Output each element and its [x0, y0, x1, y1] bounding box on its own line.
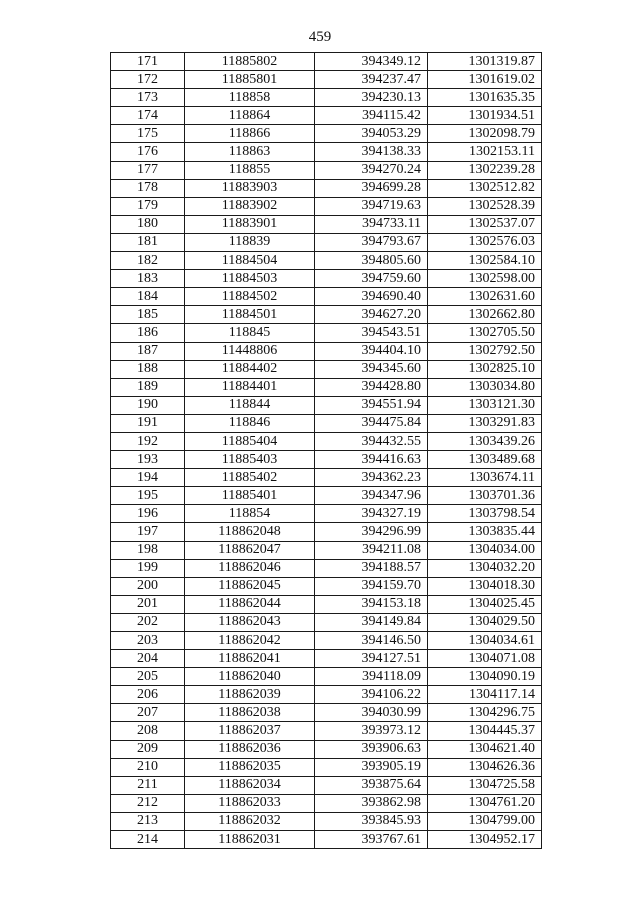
x-coordinate-cell: 394345.60 — [315, 360, 428, 378]
row-number-cell: 174 — [111, 107, 185, 125]
row-number-cell: 190 — [111, 396, 185, 414]
table-row — [111, 125, 542, 143]
y-coordinate-cell: 1302239.28 — [428, 161, 542, 179]
x-coordinate-cell: 394428.80 — [315, 378, 428, 396]
table-row — [111, 632, 542, 650]
row-number-cell: 183 — [111, 270, 185, 288]
point-id-cell: 118845 — [185, 324, 315, 342]
row-number-cell: 193 — [111, 451, 185, 469]
point-id-cell: 11884402 — [185, 360, 315, 378]
x-coordinate-cell: 394106.22 — [315, 686, 428, 704]
row-number-cell: 205 — [111, 668, 185, 686]
row-number-cell: 206 — [111, 686, 185, 704]
x-coordinate-cell: 394230.13 — [315, 89, 428, 107]
y-coordinate-cell: 1304032.20 — [428, 559, 542, 577]
y-coordinate-cell: 1301934.51 — [428, 107, 542, 125]
y-coordinate-cell: 1302512.82 — [428, 179, 542, 197]
row-number-cell: 212 — [111, 794, 185, 812]
x-coordinate-cell: 393905.19 — [315, 758, 428, 776]
row-number-cell: 202 — [111, 613, 185, 631]
x-coordinate-cell: 394347.96 — [315, 487, 428, 505]
y-coordinate-cell: 1303674.11 — [428, 469, 542, 487]
point-id-cell: 118862031 — [185, 831, 315, 849]
table-row — [111, 541, 542, 559]
table-row — [111, 812, 542, 830]
row-number-cell: 194 — [111, 469, 185, 487]
table-row — [111, 487, 542, 505]
y-coordinate-cell: 1302792.50 — [428, 342, 542, 360]
x-coordinate-cell: 394127.51 — [315, 650, 428, 668]
point-id-cell: 118862042 — [185, 632, 315, 650]
x-coordinate-cell: 394719.63 — [315, 197, 428, 215]
x-coordinate-cell: 393973.12 — [315, 722, 428, 740]
y-coordinate-cell: 1304621.40 — [428, 740, 542, 758]
table-row — [111, 432, 542, 450]
point-id-cell: 11885401 — [185, 487, 315, 505]
y-coordinate-cell: 1303489.68 — [428, 451, 542, 469]
y-coordinate-cell: 1304117.14 — [428, 686, 542, 704]
y-coordinate-cell: 1301635.35 — [428, 89, 542, 107]
point-id-cell: 11884501 — [185, 306, 315, 324]
x-coordinate-cell: 394475.84 — [315, 414, 428, 432]
table-row — [111, 179, 542, 197]
y-coordinate-cell: 1304445.37 — [428, 722, 542, 740]
y-coordinate-cell: 1304761.20 — [428, 794, 542, 812]
row-number-cell: 185 — [111, 306, 185, 324]
point-id-cell: 118846 — [185, 414, 315, 432]
table-row — [111, 613, 542, 631]
row-number-cell: 173 — [111, 89, 185, 107]
table-row — [111, 270, 542, 288]
y-coordinate-cell: 1304952.17 — [428, 831, 542, 849]
point-id-cell: 11885801 — [185, 71, 315, 89]
y-coordinate-cell: 1304025.45 — [428, 595, 542, 613]
row-number-cell: 187 — [111, 342, 185, 360]
point-id-cell: 118855 — [185, 161, 315, 179]
point-id-cell: 118866 — [185, 125, 315, 143]
table-row — [111, 161, 542, 179]
point-id-cell: 11884504 — [185, 252, 315, 270]
row-number-cell: 198 — [111, 541, 185, 559]
y-coordinate-cell: 1303034.80 — [428, 378, 542, 396]
point-id-cell: 11884503 — [185, 270, 315, 288]
x-coordinate-cell: 394733.11 — [315, 215, 428, 233]
x-coordinate-cell: 394153.18 — [315, 595, 428, 613]
point-id-cell: 118862041 — [185, 650, 315, 668]
y-coordinate-cell: 1304296.75 — [428, 704, 542, 722]
row-number-cell: 176 — [111, 143, 185, 161]
y-coordinate-cell: 1303291.83 — [428, 414, 542, 432]
y-coordinate-cell: 1302584.10 — [428, 252, 542, 270]
point-id-cell: 118862037 — [185, 722, 315, 740]
point-id-cell: 118862033 — [185, 794, 315, 812]
y-coordinate-cell: 1302098.79 — [428, 125, 542, 143]
point-id-cell: 118862043 — [185, 613, 315, 631]
table-row — [111, 776, 542, 794]
table-body — [111, 53, 542, 849]
row-number-cell: 177 — [111, 161, 185, 179]
table-row — [111, 143, 542, 161]
table-row — [111, 722, 542, 740]
table-row — [111, 53, 542, 71]
table-row — [111, 107, 542, 125]
row-number-cell: 210 — [111, 758, 185, 776]
table-row — [111, 396, 542, 414]
y-coordinate-cell: 1303701.36 — [428, 487, 542, 505]
row-number-cell: 184 — [111, 288, 185, 306]
table-row — [111, 523, 542, 541]
x-coordinate-cell: 394690.40 — [315, 288, 428, 306]
table-row — [111, 704, 542, 722]
table-row — [111, 794, 542, 812]
point-id-cell: 11885403 — [185, 451, 315, 469]
row-number-cell: 199 — [111, 559, 185, 577]
x-coordinate-cell: 394159.70 — [315, 577, 428, 595]
table-row — [111, 577, 542, 595]
x-coordinate-cell: 394805.60 — [315, 252, 428, 270]
row-number-cell: 204 — [111, 650, 185, 668]
point-id-cell: 11885402 — [185, 469, 315, 487]
coordinates-table — [110, 52, 542, 849]
table-row — [111, 89, 542, 107]
y-coordinate-cell: 1302662.80 — [428, 306, 542, 324]
x-coordinate-cell: 394327.19 — [315, 505, 428, 523]
x-coordinate-cell: 393862.98 — [315, 794, 428, 812]
y-coordinate-cell: 1304071.08 — [428, 650, 542, 668]
point-id-cell: 118862034 — [185, 776, 315, 794]
row-number-cell: 201 — [111, 595, 185, 613]
y-coordinate-cell: 1304018.30 — [428, 577, 542, 595]
table-row — [111, 650, 542, 668]
x-coordinate-cell: 393845.93 — [315, 812, 428, 830]
table-row — [111, 686, 542, 704]
row-number-cell: 214 — [111, 831, 185, 849]
row-number-cell: 200 — [111, 577, 185, 595]
row-number-cell: 189 — [111, 378, 185, 396]
x-coordinate-cell: 393906.63 — [315, 740, 428, 758]
x-coordinate-cell: 394296.99 — [315, 523, 428, 541]
table-row — [111, 758, 542, 776]
row-number-cell: 179 — [111, 197, 185, 215]
table-row — [111, 595, 542, 613]
y-coordinate-cell: 1302825.10 — [428, 360, 542, 378]
row-number-cell: 181 — [111, 233, 185, 251]
row-number-cell: 175 — [111, 125, 185, 143]
x-coordinate-cell: 394188.57 — [315, 559, 428, 577]
point-id-cell: 11885404 — [185, 432, 315, 450]
x-coordinate-cell: 394416.63 — [315, 451, 428, 469]
x-coordinate-cell: 394759.60 — [315, 270, 428, 288]
row-number-cell: 178 — [111, 179, 185, 197]
table-row — [111, 469, 542, 487]
y-coordinate-cell: 1302528.39 — [428, 197, 542, 215]
page-number: 459 — [308, 29, 332, 45]
point-id-cell: 11883902 — [185, 197, 315, 215]
row-number-cell: 211 — [111, 776, 185, 794]
x-coordinate-cell: 394030.99 — [315, 704, 428, 722]
y-coordinate-cell: 1302153.11 — [428, 143, 542, 161]
row-number-cell: 186 — [111, 324, 185, 342]
table-row — [111, 306, 542, 324]
y-coordinate-cell: 1303835.44 — [428, 523, 542, 541]
point-id-cell: 11883903 — [185, 179, 315, 197]
x-coordinate-cell: 394349.12 — [315, 53, 428, 71]
point-id-cell: 118862038 — [185, 704, 315, 722]
table-row — [111, 324, 542, 342]
point-id-cell: 118862035 — [185, 758, 315, 776]
row-number-cell: 195 — [111, 487, 185, 505]
table-row — [111, 252, 542, 270]
x-coordinate-cell: 394211.08 — [315, 541, 428, 559]
y-coordinate-cell: 1304799.00 — [428, 812, 542, 830]
table-row — [111, 197, 542, 215]
point-id-cell: 118858 — [185, 89, 315, 107]
x-coordinate-cell: 394149.84 — [315, 613, 428, 631]
point-id-cell: 118862039 — [185, 686, 315, 704]
x-coordinate-cell: 394627.20 — [315, 306, 428, 324]
x-coordinate-cell: 394270.24 — [315, 161, 428, 179]
x-coordinate-cell: 394404.10 — [315, 342, 428, 360]
table-row — [111, 451, 542, 469]
table-row — [111, 71, 542, 89]
row-number-cell: 209 — [111, 740, 185, 758]
point-id-cell: 118844 — [185, 396, 315, 414]
point-id-cell: 11448806 — [185, 342, 315, 360]
row-number-cell: 196 — [111, 505, 185, 523]
y-coordinate-cell: 1303798.54 — [428, 505, 542, 523]
row-number-cell: 172 — [111, 71, 185, 89]
point-id-cell: 118862045 — [185, 577, 315, 595]
point-id-cell: 118839 — [185, 233, 315, 251]
x-coordinate-cell: 394699.28 — [315, 179, 428, 197]
y-coordinate-cell: 1304725.58 — [428, 776, 542, 794]
point-id-cell: 11884502 — [185, 288, 315, 306]
x-coordinate-cell: 394793.67 — [315, 233, 428, 251]
y-coordinate-cell: 1302537.07 — [428, 215, 542, 233]
point-id-cell: 11883901 — [185, 215, 315, 233]
x-coordinate-cell: 394053.29 — [315, 125, 428, 143]
x-coordinate-cell: 394118.09 — [315, 668, 428, 686]
x-coordinate-cell: 394146.50 — [315, 632, 428, 650]
x-coordinate-cell: 394115.42 — [315, 107, 428, 125]
point-id-cell: 118863 — [185, 143, 315, 161]
row-number-cell: 191 — [111, 414, 185, 432]
table-row — [111, 559, 542, 577]
y-coordinate-cell: 1302576.03 — [428, 233, 542, 251]
point-id-cell: 11885802 — [185, 53, 315, 71]
point-id-cell: 118862036 — [185, 740, 315, 758]
x-coordinate-cell: 394432.55 — [315, 432, 428, 450]
table-row — [111, 233, 542, 251]
table-row — [111, 740, 542, 758]
x-coordinate-cell: 393875.64 — [315, 776, 428, 794]
table-row — [111, 414, 542, 432]
x-coordinate-cell: 394551.94 — [315, 396, 428, 414]
point-id-cell: 118862047 — [185, 541, 315, 559]
y-coordinate-cell: 1304034.61 — [428, 632, 542, 650]
table-row — [111, 505, 542, 523]
row-number-cell: 207 — [111, 704, 185, 722]
table-row — [111, 215, 542, 233]
point-id-cell: 118864 — [185, 107, 315, 125]
y-coordinate-cell: 1303121.30 — [428, 396, 542, 414]
row-number-cell: 192 — [111, 432, 185, 450]
x-coordinate-cell: 394543.51 — [315, 324, 428, 342]
row-number-cell: 180 — [111, 215, 185, 233]
y-coordinate-cell: 1302705.50 — [428, 324, 542, 342]
x-coordinate-cell: 394362.23 — [315, 469, 428, 487]
table-row — [111, 831, 542, 849]
y-coordinate-cell: 1301319.87 — [428, 53, 542, 71]
table-row — [111, 342, 542, 360]
table-row — [111, 288, 542, 306]
point-id-cell: 11884401 — [185, 378, 315, 396]
y-coordinate-cell: 1302631.60 — [428, 288, 542, 306]
y-coordinate-cell: 1304626.36 — [428, 758, 542, 776]
y-coordinate-cell: 1304029.50 — [428, 613, 542, 631]
row-number-cell: 197 — [111, 523, 185, 541]
row-number-cell: 171 — [111, 53, 185, 71]
y-coordinate-cell: 1304090.19 — [428, 668, 542, 686]
row-number-cell: 182 — [111, 252, 185, 270]
y-coordinate-cell: 1301619.02 — [428, 71, 542, 89]
point-id-cell: 118862048 — [185, 523, 315, 541]
point-id-cell: 118862032 — [185, 812, 315, 830]
point-id-cell: 118862046 — [185, 559, 315, 577]
table-row — [111, 668, 542, 686]
table-row — [111, 360, 542, 378]
point-id-cell: 118862044 — [185, 595, 315, 613]
point-id-cell: 118854 — [185, 505, 315, 523]
point-id-cell: 118862040 — [185, 668, 315, 686]
y-coordinate-cell: 1303439.26 — [428, 432, 542, 450]
x-coordinate-cell: 393767.61 — [315, 831, 428, 849]
table-row — [111, 378, 542, 396]
y-coordinate-cell: 1304034.00 — [428, 541, 542, 559]
x-coordinate-cell: 394138.33 — [315, 143, 428, 161]
row-number-cell: 188 — [111, 360, 185, 378]
row-number-cell: 203 — [111, 632, 185, 650]
x-coordinate-cell: 394237.47 — [315, 71, 428, 89]
y-coordinate-cell: 1302598.00 — [428, 270, 542, 288]
row-number-cell: 208 — [111, 722, 185, 740]
row-number-cell: 213 — [111, 812, 185, 830]
